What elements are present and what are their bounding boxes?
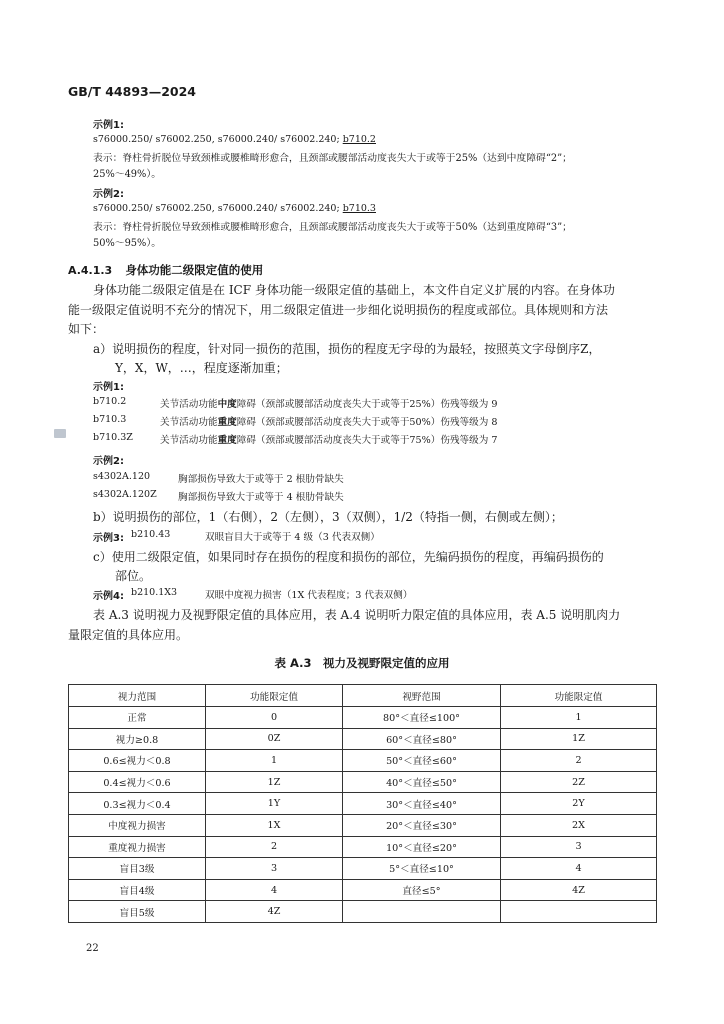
table-cell: 4: [501, 858, 657, 880]
paragraph-line: 表 A.3 说明视力及视野限定值的具体应用，表 A.4 说明听力限定值的具体应用，表 A.5 说明肌肉力: [93, 608, 621, 622]
table-row: [69, 793, 657, 815]
paragraph-line: 量限定值的具体应用。: [68, 628, 189, 642]
example-code-line: [93, 203, 376, 214]
list-item-c-cont: 部位。: [115, 569, 152, 583]
example-text: 关节活动功能中度障碍（颈部或腰部活动度丧失大于或等于25%）伤残等级为 9: [160, 399, 498, 410]
table-row: [69, 879, 657, 901]
example-code-underlined: b710.2: [342, 134, 376, 145]
example-label: 示例1:: [93, 120, 124, 131]
example-text: 关节活动功能重度障碍（颈部或腰部活动度丧失大于或等于50%）伤残等级为 8: [160, 417, 498, 428]
table-cell: 2: [206, 836, 343, 858]
table-cell: 3: [501, 836, 657, 858]
list-item-c: c）使用二级限定值，如果同时存在损伤的程度和损伤的部位，先编码损伤的程度，再编码损伤的: [93, 550, 604, 564]
table-cell: 4: [206, 879, 343, 901]
table-cell: 1: [206, 750, 343, 772]
column-header: 视力范围: [69, 685, 206, 707]
table-cell: 1Z: [206, 771, 343, 793]
example-text: 胸部损伤导致大于或等于 4 根肋骨缺失: [178, 492, 344, 503]
list-item-a-cont: Y，X，W，…，程度逐渐加重；: [115, 361, 288, 375]
watermark-logo-icon: [54, 429, 66, 438]
table-cell: 60°＜直径≤80°: [343, 728, 501, 750]
paragraph-line: 身体功能二级限定值是在 ICF 身体功能一级限定值的基础上，本文件自定义扩展的内容。在身体功: [93, 283, 615, 297]
table-cell: 50°＜直径≤60°: [343, 750, 501, 772]
table-cell: 30°＜直径≤40°: [343, 793, 501, 815]
example-code: s76000.250/ s76002.250, s76000.240/ s76002.240;: [93, 134, 343, 145]
table-row: [69, 750, 657, 772]
example-description-cont: 25%～49%）。: [93, 169, 162, 180]
table-cell: 5°＜直径≤10°: [343, 858, 501, 880]
table-cell: 正常: [69, 707, 206, 729]
document-id: GB/T 44893—2024: [68, 84, 197, 99]
table-cell: 2X: [501, 814, 657, 836]
section-number: A.4.1.3: [68, 264, 113, 277]
example-code: s4302A.120Z: [93, 489, 157, 500]
table-row: [69, 771, 657, 793]
example-code: b710.3: [93, 414, 127, 425]
table-header-row: [69, 685, 657, 707]
list-item-a: a）说明损伤的程度，针对同一损伤的范围，损伤的程度无字母的为最轻，按照英文字母倒序Z，: [93, 342, 601, 356]
example-code: s4302A.120: [93, 471, 151, 482]
table-cell: 0.4≤视力＜0.6: [69, 771, 206, 793]
example-code: s76000.250/ s76002.250, s76000.240/ s76002.240;: [93, 203, 343, 214]
section-heading: [68, 259, 263, 278]
table-cell: 视力≥0.8: [69, 728, 206, 750]
table-cell: 盲目5级: [69, 901, 206, 923]
example-description-cont: 50%～95%）。: [93, 238, 162, 249]
example-description: 表示：脊柱骨折脱位导致颈椎或腰椎畸形愈合，且颈部或腰部活动度丧失大于或等于50%（达到重度障碍“3”；: [93, 222, 572, 233]
table-cell: [501, 901, 657, 923]
example-label: 示例3:: [93, 533, 124, 544]
list-item-b: b）说明损伤的部位，1（右侧），2（左侧），3（双侧），1/2（特指一侧，右侧或左侧）；: [93, 510, 563, 524]
example-code-line: [93, 134, 376, 145]
table-cell: 4Z: [501, 879, 657, 901]
table-cell: 0: [206, 707, 343, 729]
table-cell: 1: [501, 707, 657, 729]
table-row: [69, 814, 657, 836]
table-cell: 4Z: [206, 901, 343, 923]
example-code: b710.3Z: [93, 432, 133, 443]
vision-limit-table: [68, 684, 657, 923]
table-cell: 80°＜直径≤100°: [343, 707, 501, 729]
table-cell: 1Z: [501, 728, 657, 750]
table-cell: 0Z: [206, 728, 343, 750]
table-caption: 表 A.3 视力及视野限定值的应用: [274, 656, 450, 670]
example-description: 表示：脊柱骨折脱位导致颈椎或腰椎畸形愈合，且颈部或腰部活动度丧失大于或等于25%（达到中度障碍“2”；: [93, 153, 572, 164]
page-number: 22: [86, 943, 99, 954]
example-code: b710.2: [93, 396, 127, 407]
column-header: 视野范围: [343, 685, 501, 707]
table-cell: 2Z: [501, 771, 657, 793]
table-row: [69, 858, 657, 880]
example-label: 示例2:: [93, 456, 124, 467]
table-row: [69, 836, 657, 858]
example-text: 双眼中度视力损害（1X 代表程度；3 代表双侧）: [205, 590, 413, 601]
example-code: b210.1X3: [131, 587, 178, 598]
table-row: [69, 901, 657, 923]
example-text: 胸部损伤导致大于或等于 2 根肋骨缺失: [178, 474, 344, 485]
example-text: 关节活动功能重度障碍（颈部或腰部活动度丧失大于或等于75%）伤残等级为 7: [160, 435, 498, 446]
table-cell: 盲目3级: [69, 858, 206, 880]
table-row: [69, 707, 657, 729]
example-code-underlined: b710.3: [342, 203, 376, 214]
table-cell: 10°＜直径≤20°: [343, 836, 501, 858]
table-cell: 2: [501, 750, 657, 772]
table-cell: 0.6≤视力＜0.8: [69, 750, 206, 772]
table-cell: 中度视力损害: [69, 814, 206, 836]
table-cell: 重度视力损害: [69, 836, 206, 858]
paragraph-line: 如下：: [68, 322, 105, 336]
table-cell: 40°＜直径≤50°: [343, 771, 501, 793]
example-code: b210.43: [131, 529, 171, 540]
table-cell: [343, 901, 501, 923]
table-cell: 1X: [206, 814, 343, 836]
table-cell: 0.3≤视力＜0.4: [69, 793, 206, 815]
example-label: 示例2:: [93, 189, 124, 200]
column-header: 功能限定值: [501, 685, 657, 707]
table-cell: 2Y: [501, 793, 657, 815]
example-label: 示例4:: [93, 591, 124, 602]
example-text: 双眼盲目大于或等于 4 级（3 代表双侧）: [205, 532, 380, 543]
example-label: 示例1:: [93, 382, 124, 393]
table-cell: 盲目4级: [69, 879, 206, 901]
paragraph-line: 能一级限定值说明不充分的情况下，用二级限定值进一步细化说明损伤的程度或部位。具体规则和方法: [68, 303, 609, 317]
table-cell: 1Y: [206, 793, 343, 815]
table-cell: 直径≤5°: [343, 879, 501, 901]
table-cell: 20°＜直径≤30°: [343, 814, 501, 836]
section-title: 身体功能二级限定值的使用: [125, 263, 264, 277]
table-row: [69, 728, 657, 750]
table-cell: 3: [206, 858, 343, 880]
column-header: 功能限定值: [206, 685, 343, 707]
